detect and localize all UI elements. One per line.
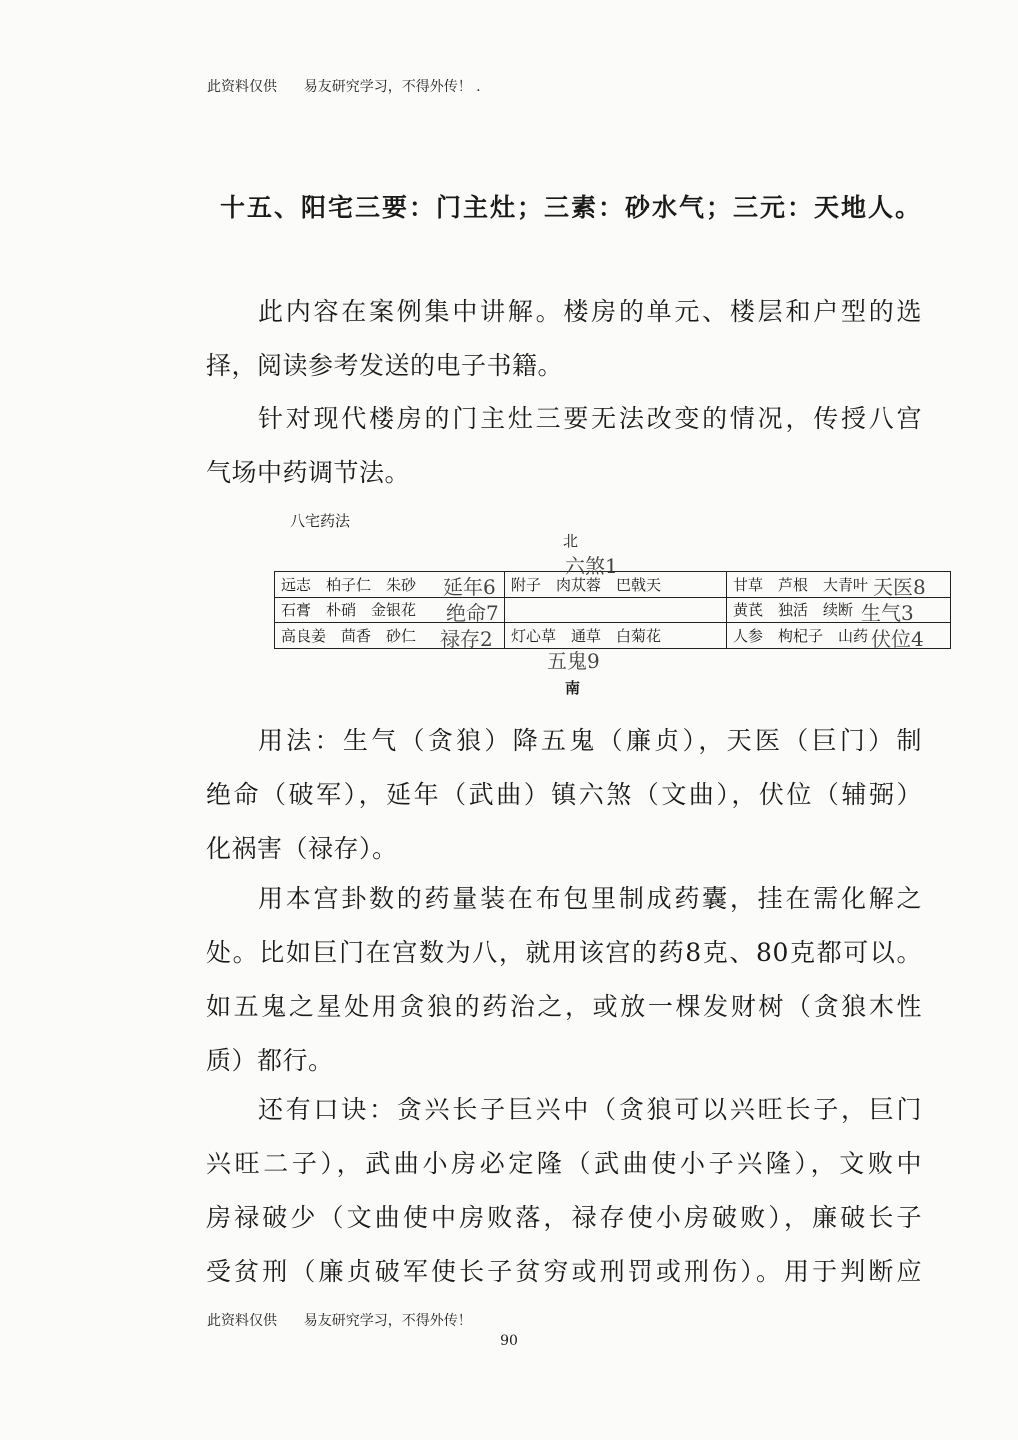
direction-north-label: 北 [563, 532, 579, 550]
direction-south-label: 南 [565, 679, 581, 697]
palace-label-east: 生气3 [861, 601, 914, 625]
text-line: 还有口诀：贪兴长子巨兴中（贪狼可以兴旺长子，巨门 [258, 1095, 922, 1124]
table-cell: 远志 柏子仁 朱砂 [275, 572, 505, 598]
page-number: 90 [500, 1333, 518, 1349]
paragraph-4 [206, 872, 922, 1088]
palace-label-southeast: 伏位4 [871, 627, 924, 651]
text-line: 处。比如巨门在宫数为八，就用该宫的药8克、80克都可以。 [206, 938, 922, 967]
paragraph-1 [206, 285, 922, 393]
text-line: 气场中药调节法。 [206, 458, 411, 487]
page-header: 此资料仅供 易友研究学习，不得外传！ . [207, 79, 481, 95]
section-heading: 十五、阳宅三要：门主灶；三素：砂水气；三元：天地人。 [220, 193, 923, 222]
table-cell: 附子 肉苁蓉 巴戟天 [505, 572, 727, 598]
text-line: 质）都行。 [206, 1046, 334, 1075]
palace-label-northeast: 天医8 [873, 575, 926, 599]
text-line: 房禄破少（文曲使中房败落，禄存使小房破败），廉破长子 [206, 1203, 922, 1232]
palace-label-north: 六煞1 [565, 554, 618, 578]
text-line: 用本宫卦数的药量装在布包里制成药囊，挂在需化解之 [258, 884, 922, 913]
paragraph-5 [206, 1083, 922, 1299]
table-caption: 八宅药法 [290, 512, 351, 530]
palace-label-southwest: 禄存2 [440, 627, 493, 651]
paragraph-3 [206, 714, 922, 876]
text-line: 兴旺二子），武曲小房必定隆（武曲使小子兴隆），文败中 [206, 1149, 922, 1178]
text-line: 择，阅读参考发送的电子书籍。 [206, 351, 564, 380]
herb-table [274, 571, 951, 649]
text-line: 针对现代楼房的门主灶三要无法改变的情况，传授八宫 [258, 404, 922, 433]
text-line: 此内容在案例集中讲解。楼房的单元、楼层和户型的选 [258, 297, 922, 326]
table-cell: 灯心草 通草 白菊花 [505, 623, 727, 649]
table-cell: 石膏 朴硝 金银花 [275, 597, 505, 623]
text-line: 绝命（破军），延年（武曲）镇六煞（文曲），伏位（辅弼） [206, 780, 922, 809]
table-cell: 甘草 芦根 大青叶 [727, 572, 951, 598]
palace-label-south: 五鬼9 [547, 649, 600, 673]
table-cell: 高良姜 茴香 砂仁 [275, 623, 505, 649]
table-cell: 黄芪 独活 续断 [727, 597, 951, 623]
palace-label-northwest: 延年6 [443, 575, 496, 599]
page-footer: 此资料仅供 易友研究学习，不得外传！ [207, 1313, 472, 1329]
paragraph-2 [206, 392, 922, 500]
table-row [275, 623, 951, 649]
text-line: 用法：生气（贪狼）降五鬼（廉贞），天医（巨门）制 [258, 726, 922, 755]
text-line: 受贫刑（廉贞破军使长子贫穷或刑罚或刑伤）。用于判断应 [206, 1257, 922, 1286]
text-line: 化祸害（禄存）。 [206, 834, 398, 863]
table-cell [505, 597, 727, 623]
table-row [275, 597, 951, 623]
text-line: 如五鬼之星处用贪狼的药治之，或放一棵发财树（贪狼木性 [206, 992, 922, 1021]
table-cell: 人参 枸杞子 山药 [727, 623, 951, 649]
palace-label-west: 绝命7 [446, 601, 499, 625]
